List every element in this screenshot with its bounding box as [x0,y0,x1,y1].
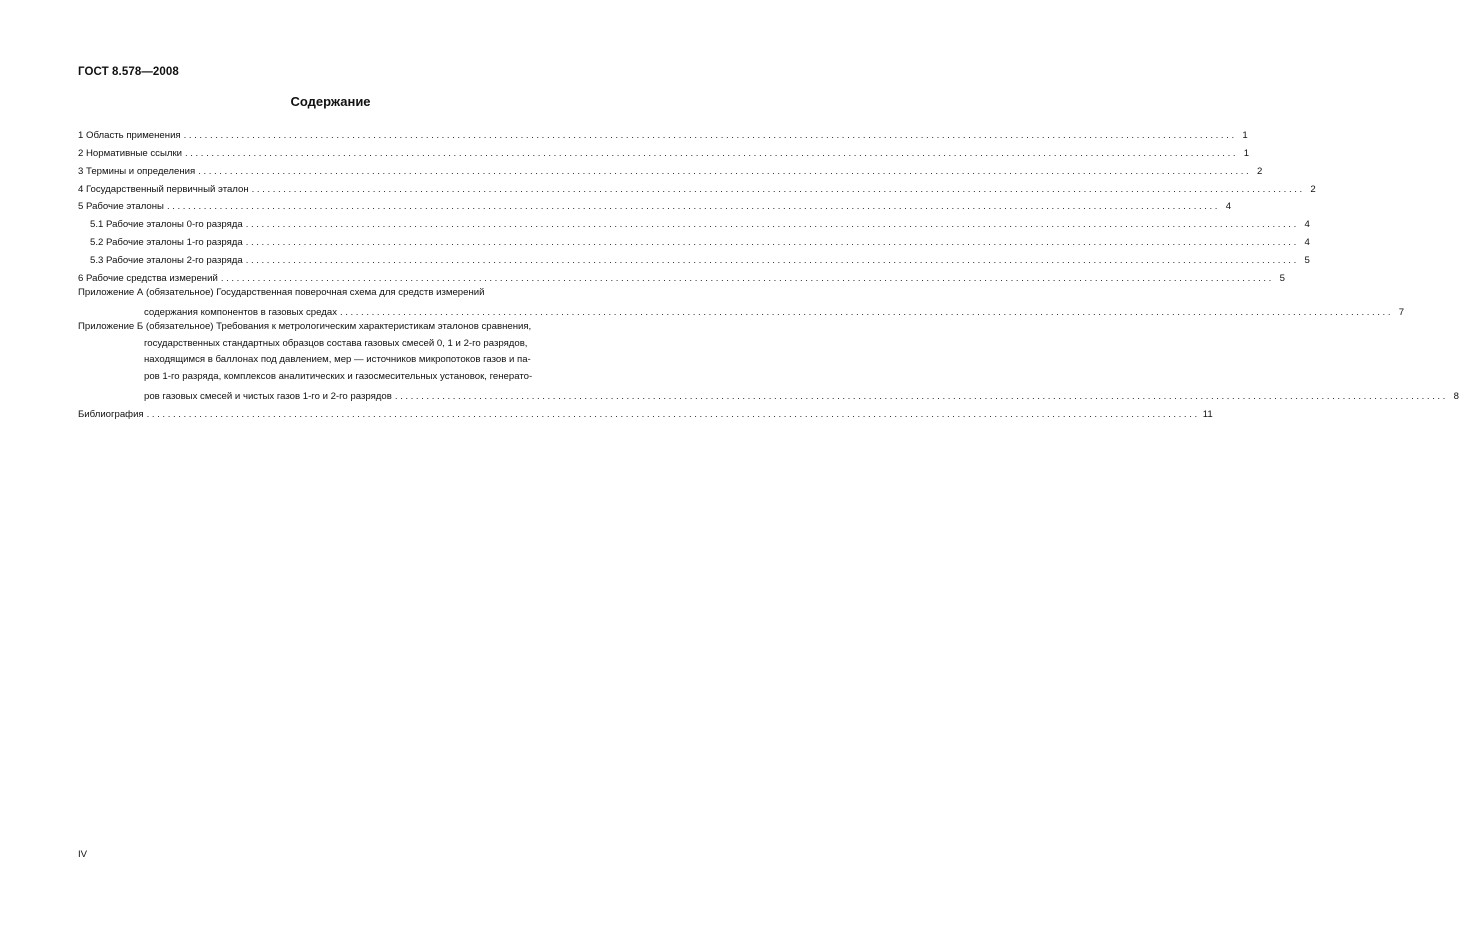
toc-entry-appendix-a[interactable] [78,285,1405,319]
toc-entry-text: 5 Рабочие эталоны [78,201,164,213]
appendix-a-continuation: содержания компонентов в газовых средах [144,307,337,319]
leader-dots: ........................................................................................................................................................................................................ [394,391,1448,403]
toc-entry-text: Библиография [78,409,144,421]
toc-entry-5[interactable] [78,195,1232,213]
leader-dots: ........................................................................................................................................................................................................ [166,201,1221,213]
leader-dots: ........................................................................................................................................................................................................ [220,273,1274,285]
toc-page-number: 7 [1398,307,1405,319]
appendix-b-line: государственных стандартных образцов состава газовых смесей 0, 1 и 2-го разрядов, [144,337,528,349]
toc-entry-4[interactable] [78,177,1316,195]
toc-entry-text: 5.2 Рабочие эталоны 1-го разряда [90,237,243,249]
toc-page-number: 5 [1279,273,1285,285]
toc-entry-1[interactable] [78,123,1248,141]
document-code: ГОСТ 8.578—2008 [78,66,179,78]
leader-dots: ........................................................................................................................................................................................................ [340,307,1394,319]
toc-page-number: 8 [1453,391,1459,403]
leader-dots: ........................................................................................................................................................................................................ [183,129,1237,141]
leader-dots: ........................................................................................................................................................................................................ [198,165,1252,177]
toc-page-number: 4 [1304,237,1310,249]
toc-entry-text: 3 Термины и определения [78,165,196,177]
leader-dots: ........................................................................................................................................................................................................ [245,255,1299,267]
toc-page-number: 1 [1243,147,1250,159]
appendix-b-heading: Приложение Б (обязательное) Требования к метрологическим характеристикам эталонов сравнения, [78,321,532,333]
appendix-b-line: ров газовых смесей и чистых газов 1-го и 2-го разрядов [144,391,392,403]
toc-page-number: 11 [1202,409,1213,421]
toc-entry-text: 2 Нормативные ссылки [78,147,183,159]
toc-entry-text: 6 Рабочие средства измерений [78,273,218,285]
leader-dots: ........................................................................................................................................................................................................ [251,183,1305,195]
toc-page-number: 5 [1304,255,1310,267]
leader-dots: ........................................................................................................................................................................................................ [245,237,1299,249]
page-folio: IV [78,849,88,860]
leader-dots: ........................................................................................................................................................................................................ [245,219,1299,231]
toc-entry-text: 4 Государственный первичный эталон [78,183,249,195]
toc-title: Содержание [290,94,371,109]
appendix-b-line: ров 1-го разряда, комплексов аналитических и газосмесительных установок, генерато- [144,370,533,382]
toc-entry-6[interactable] [78,266,1285,285]
toc-page-number: 1 [1242,129,1248,141]
toc-entry-2[interactable] [78,141,1250,159]
toc-entry-3[interactable] [78,159,1263,177]
appendix-b-line: находящимся в баллонах под давлением, мер — источников микропотоков газов и па- [144,354,531,366]
toc-entry-appendix-b[interactable] [78,319,1459,403]
toc-page-number: 2 [1256,165,1263,177]
leader-dots: ........................................................................................................................................................................................................ [146,409,1200,421]
appendix-a-heading: Приложение А (обязательное) Государственная поверочная схема для средств измерений [78,287,485,299]
toc-entry-5-2[interactable] [78,230,1310,249]
toc-entry-text: 1 Область применения [78,129,181,141]
toc-page-number: 4 [1304,219,1310,231]
toc-entry-text: 5.3 Рабочие эталоны 2-го разряда [90,255,243,267]
table-of-contents [78,123,1459,421]
toc-entry-bibliography[interactable] [78,402,1213,421]
toc-page-number: 4 [1225,201,1232,213]
leader-dots: ........................................................................................................................................................................................................ [185,147,1239,159]
toc-entry-5-1[interactable] [78,212,1310,231]
toc-page-number: 2 [1310,183,1316,195]
toc-entry-5-3[interactable] [78,248,1310,267]
toc-entry-text: 5.1 Рабочие эталоны 0-го разряда [90,219,243,231]
